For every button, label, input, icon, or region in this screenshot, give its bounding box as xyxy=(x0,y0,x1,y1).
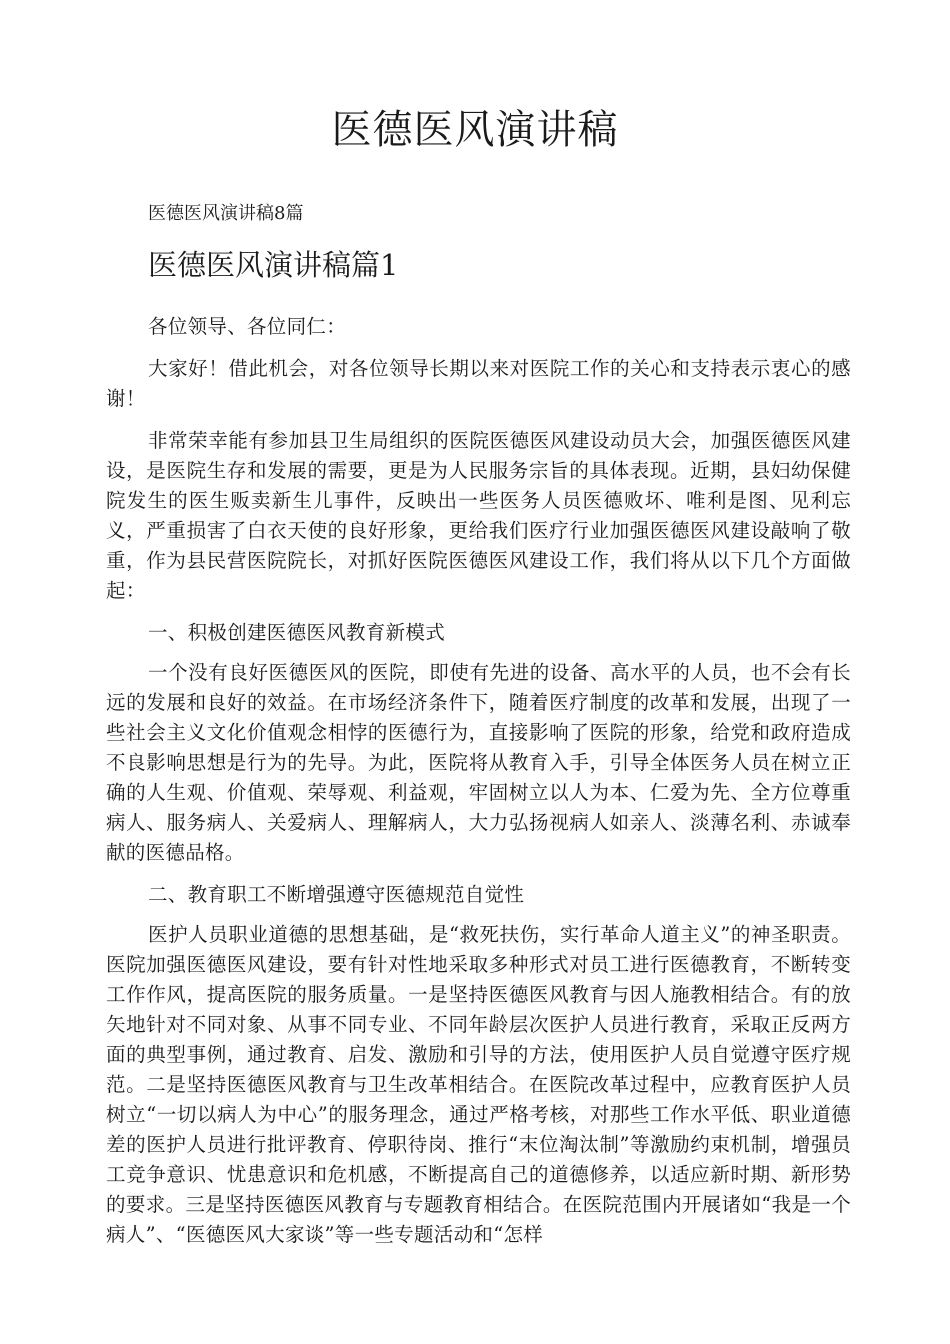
paragraph-heading-2: 二、教育职工不断增强遵守医德规范自觉性 xyxy=(148,883,525,906)
paragraph-introduction: 非常荣幸能有参加县卫生局组织的医院医德医风建设动员大会，加强医德医风建设，是医院生存和发展的需要，更是为人民服务宗旨的具体表现。近期，县妇幼保健院发生的医生贩卖新生儿事件，反映出一些医务人员医德败坏、唯利是图、见利忘义，严重损害了白衣天使的良好形象，更给我们医疗行业加强医德医风建设敲响了敬重，作为县民营医院院长，对抓好医院医德医风建设工作，我们将从以下几个方面做起： xyxy=(106,429,851,602)
paragraph-body-1: 一个没有良好医德医风的医院，即使有先进的设备、高水平的人员，也不会有长远的发展和良好的效益。在市场经济条件下，随着医疗制度的改革和发展，出现了一些社会主义文化价值观念相悖的医德行为，直接影响了医院的形象，给党和政府造成不良影响思想是行为的先导。为此，医院将从教育入手，引导全体医务人员在树立正确的人生观、价值观、荣辱观、利益观，牢固树立以人为本、仁爱为先、全方位尊重病人、服务病人、关爱病人、理解病人，大力弘扬视病人如亲人、淡薄名利、赤诚奉献的医德品格。 xyxy=(106,661,851,864)
paragraph-greeting: 大家好！借此机会，对各位领导长期以来对医院工作的关心和支持表示衷心的感谢！ xyxy=(106,357,851,410)
paragraph-body-2: 医护人员职业道德的思想基础，是“救死扶伤，实行革命人道主义”的神圣职责。医院加强医德医风建设，要有针对性地采取多种形式对员工进行医德教育，不断转变工作作风，提高医院的服务质量。一是坚持医德医风教育与因人施教相结合。有的放矢地针对不同对象、从事不同专业、不同年龄层次医护人员进行教育，采取正反两方面的典型事例，通过教育、启发、激励和引导的方法，使用医护人员自觉遵守医疗规范。二是坚持医德医风教育与卫生改革相结合。在医院改革过程中，应教育医护人员树立“一切以病人为中心”的服务理念，通过严格考核，对那些工作水平低、职业道德差的医护人员进行批评教育、停职待岗、推行“末位淘汰制”等激励约束机制，增强员工竞争意识、忧患意识和危机感，不断提高自己的道德修养，以适应新时期、新形势的要求。三是坚持医德医风教育与专题教育相结合。在医院范围内开展诸如“我是一个病人”、“医德医风大家谈”等一些专题活动和“怎样 xyxy=(106,923,851,1246)
section-title: 医德医风演讲稿篇1 xyxy=(148,248,399,282)
document-title: 医德医风演讲稿 xyxy=(331,107,619,153)
document-subtitle: 医德医风演讲稿8篇 xyxy=(148,203,304,224)
document-body xyxy=(106,312,851,1262)
paragraph-salutation: 各位领导、各位同仁： xyxy=(148,315,347,338)
paragraph-heading-1: 一、积极创建医德医风教育新模式 xyxy=(148,621,446,644)
